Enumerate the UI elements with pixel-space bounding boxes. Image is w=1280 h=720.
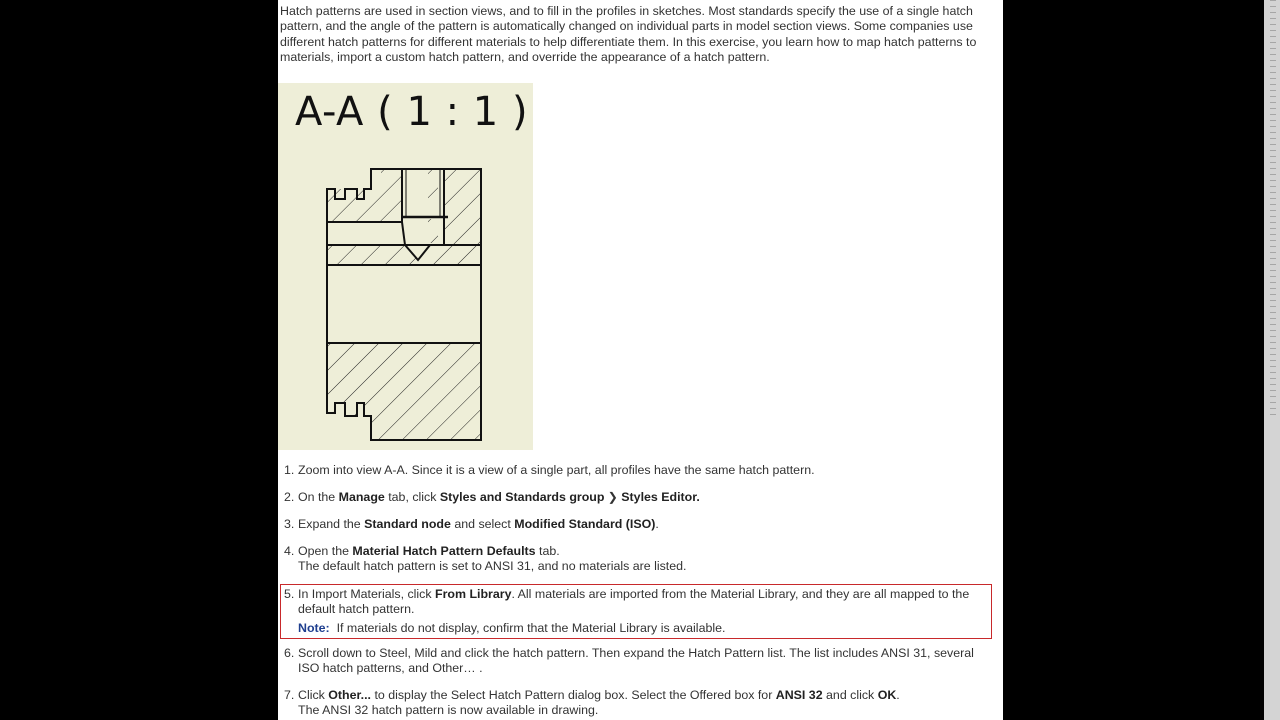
- step-5-highlighted: [280, 584, 992, 639]
- section-view-figure: [278, 83, 533, 450]
- group-name: Styles and Standards group: [439, 490, 605, 504]
- step-7: [284, 688, 994, 719]
- step-text: In Import Materials, click: [298, 587, 436, 601]
- step-number: 6.: [284, 646, 295, 660]
- standard-name: Modified Standard (ISO): [514, 517, 656, 531]
- intro-paragraph: Hatch patterns are used in section views, and to fill in the profiles in sketches. Most standards specify the use of a single hatch pattern, and the angle of the pattern is automatically changed on individual parts in model section views. Some companies use different hatch patterns for different materials to help differentiate them. In this exercise, you learn how to map hatch patterns to materials, import a custom hatch pattern, and override the appearance of a hatch pattern.: [280, 4, 977, 64]
- step-text: Scroll down to Steel, Mild and click the hatch pattern. Then expand the Hatch Pattern list. The list includes ANSI 31, several ISO hatch patterns, and Other… .: [298, 646, 974, 676]
- step-number: 4.: [284, 544, 295, 558]
- command-name: Styles Editor.: [621, 490, 700, 504]
- step-text: Click: [298, 688, 329, 702]
- command-name: Other...: [328, 688, 371, 702]
- step-number: 1.: [284, 463, 295, 477]
- lower-hatch-region: [327, 343, 481, 440]
- step-number: 5.: [284, 587, 295, 601]
- step-text: Zoom into view A-A. Since it is a view of a single part, all profiles have the same hatch pattern.: [298, 463, 815, 477]
- step-text: to display the Select Hatch Pattern dialog box. Select the Offered box for: [371, 688, 776, 702]
- step-text: .: [655, 517, 659, 531]
- pattern-name: ANSI 32: [775, 688, 823, 702]
- step-text: Open the: [298, 544, 353, 558]
- step-text: Expand the: [298, 517, 365, 531]
- step-text: .: [896, 688, 900, 702]
- step-number: 2.: [284, 490, 295, 504]
- chevron-right-icon: ❯: [604, 490, 618, 504]
- step-text: and click: [822, 688, 878, 702]
- step-detail: The ANSI 32 hatch pattern is now available in drawing.: [298, 703, 599, 718]
- scrollbar-texture: [1270, 0, 1276, 420]
- step-text: and select: [450, 517, 515, 531]
- note: [298, 621, 987, 636]
- step-6: [284, 646, 994, 677]
- step-1: [284, 463, 994, 478]
- step-text: tab, click: [384, 490, 440, 504]
- note-text: If materials do not display, confirm that the Material Library is available.: [336, 620, 726, 635]
- step-text: On the: [298, 490, 339, 504]
- step-number: 7.: [284, 688, 295, 702]
- step-text: . All materials are imported from the Material Library, and they are all mapped to the default hatch pattern.: [298, 587, 970, 617]
- step-2: [284, 490, 994, 505]
- note-label: Note:: [298, 620, 330, 635]
- command-name: From Library: [435, 587, 512, 601]
- step-text: tab.: [535, 544, 560, 558]
- node-name: Standard node: [364, 517, 451, 531]
- step-detail: The default hatch pattern is set to ANSI 31, and no materials are listed.: [298, 559, 687, 574]
- upper-right-hatch: [428, 169, 438, 205]
- step-3: [284, 517, 994, 532]
- document-page: [278, 0, 1003, 720]
- step-4: [284, 544, 994, 575]
- tab-name: Material Hatch Pattern Defaults: [352, 544, 536, 558]
- ok-label: OK: [877, 688, 897, 702]
- section-view-label: A-A ( 1 : 1 ): [295, 89, 529, 135]
- tab-name-manage: Manage: [338, 490, 385, 504]
- section-view-drawing: [278, 83, 533, 450]
- step-number: 3.: [284, 517, 295, 531]
